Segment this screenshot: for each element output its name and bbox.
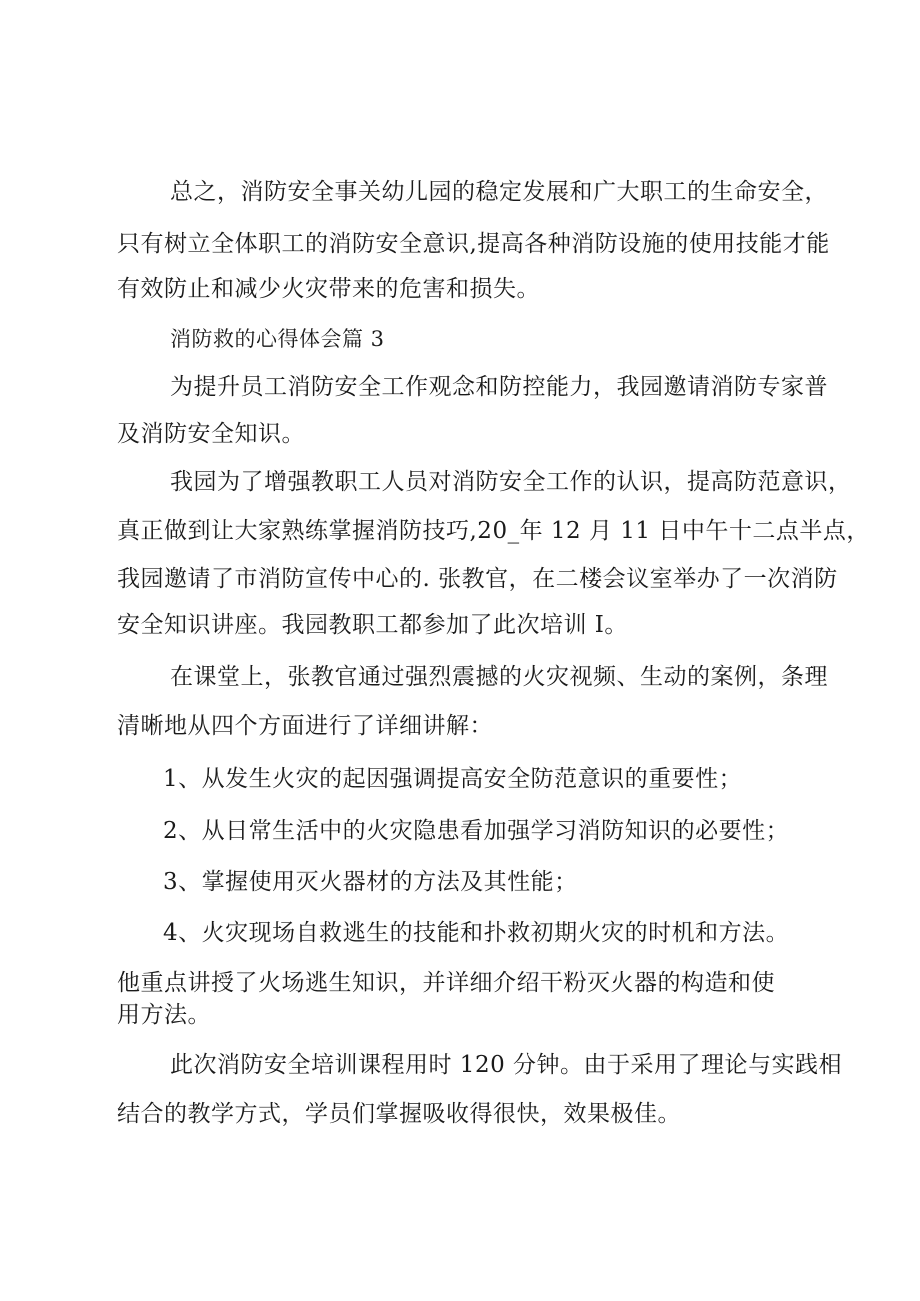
paragraph-6-line-2: 结合的教学方式，学员们掌握吸收得很快，效果极佳。 bbox=[117, 1101, 681, 1127]
paragraph-2-line-2: 及消防安全知识。 bbox=[117, 421, 305, 447]
paragraph-6-line-1: 此次消防安全培训课程用时 120 分钟。由于采用了理论与实践相 bbox=[170, 1052, 843, 1078]
paragraph-4-line-2: 清晰地从四个方面进行了详细讲解： bbox=[117, 713, 493, 739]
paragraph-1-line-1: 总之，消防安全事关幼儿园的稳定发展和广大职工的生命安全， bbox=[170, 179, 828, 205]
paragraph-5-line-2: 用方法。 bbox=[117, 1002, 211, 1028]
paragraph-5-line-1: 他重点讲授了火场逃生知识，并详细介绍干粉灭火器的构造和使 bbox=[117, 970, 775, 996]
paragraph-3-line-3: 我园邀请了市消防宣传中心的. 张教官，在二楼会议室举办了一次消防 bbox=[117, 566, 838, 592]
paragraph-3-line-4: 安全知识讲座。我园教职工都参加了此次培训 I。 bbox=[117, 612, 628, 638]
list-item: 3、掌握使用灭火器材的方法及其性能； bbox=[163, 869, 578, 895]
paragraph-3-line-2: 真正做到让大家熟练掌握消防技巧,20_年 12 月 11 日中午十二点半点， bbox=[117, 518, 870, 544]
list-item: 2、从日常生活中的火灾隐患看加强学习消防知识的必要性； bbox=[163, 818, 790, 844]
paragraph-1-line-2: 只有树立全体职工的消防安全意识,提高各种消防设施的使用技能才能 bbox=[117, 231, 830, 257]
paragraph-1-line-3: 有效防止和减少火灾带来的危害和损失。 bbox=[117, 276, 540, 302]
paragraph-3-line-1: 我园为了增强教职工人员对消防安全工作的认识，提高防范意识， bbox=[170, 469, 852, 495]
list-item: 1、从发生火灾的起因强调提高安全防范意识的重要性； bbox=[163, 766, 743, 792]
paragraph-4-line-1: 在课堂上，张教官通过强烈震撼的火灾视频、生动的案例，条理 bbox=[170, 664, 828, 690]
list-item: 4、火灾现场自救逃生的技能和扑救初期火灾的时机和方法。 bbox=[163, 920, 790, 946]
section-title: 消防救的心得体会篇 3 bbox=[170, 327, 385, 351]
paragraph-2-line-1: 为提升员工消防安全工作观念和防控能力，我园邀请消防专家普 bbox=[170, 374, 828, 400]
